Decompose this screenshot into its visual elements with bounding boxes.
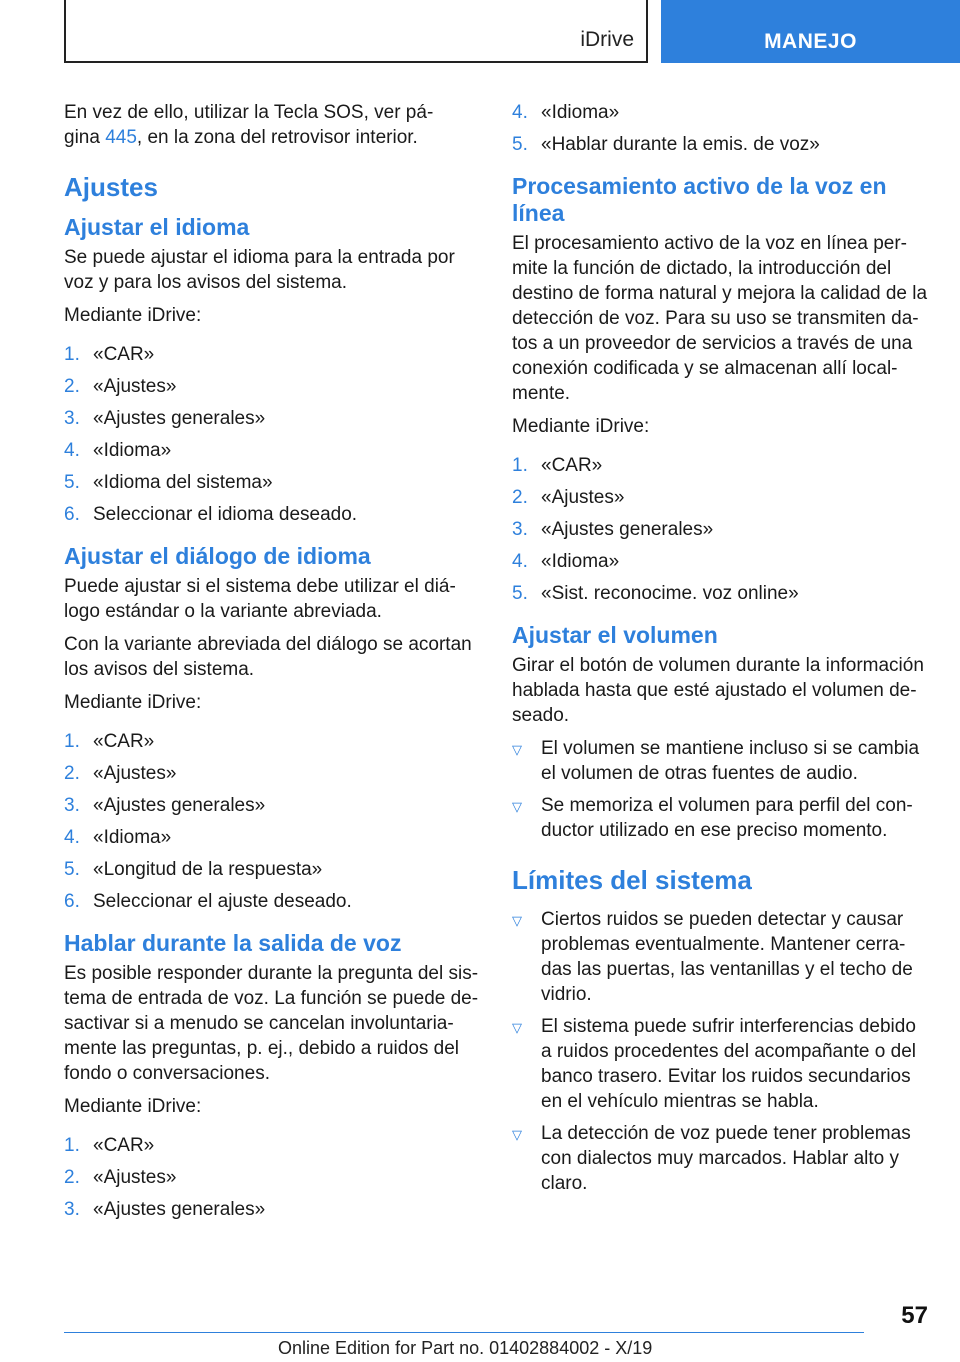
steps-idioma <box>64 342 480 527</box>
steps-hablar-cont <box>512 100 928 157</box>
list-item: 5. «Idioma del sistema» <box>64 472 273 493</box>
list-item: ▽ El sistema puede sufrir interferencias debido a ruidos procedentes del acompañante o del banco trasero. Evitar los ruidos secundarios en el vehículo mientras se habla. <box>512 1016 916 1112</box>
steps-procesamiento <box>512 453 928 606</box>
steps-dialogo <box>64 729 480 914</box>
list-item: ▽ La detección de voz puede tener problemas con dialectos muy marcados. Hablar alto y claro. <box>512 1123 911 1194</box>
list-item: 5. «Longitud de la respuesta» <box>64 859 323 880</box>
intro-paragraph: En vez de ello, utilizar la Tecla SOS, ver pá- gina 445, en la zona del retrovisor interior. <box>64 102 434 148</box>
header-frame <box>64 0 648 63</box>
list-item: 5. «Hablar durante la emis. de voz» <box>512 134 820 155</box>
heading-hablar: Hablar durante la salida de voz <box>64 930 402 956</box>
page-link[interactable]: 445 <box>105 127 137 148</box>
list-item: 3. «Ajustes generales» <box>64 408 266 429</box>
list-item: 4. «Idioma» <box>512 551 620 572</box>
triangle-bullet-icon: ▽ <box>512 1020 522 1035</box>
list-item: 3. «Ajustes generales» <box>64 1199 266 1220</box>
triangle-bullet-icon: ▽ <box>512 799 522 814</box>
list-item: 1. «CAR» <box>512 455 603 476</box>
list-item: 2. «Ajustes» <box>64 1167 177 1188</box>
list-item: 3. «Ajustes generales» <box>512 519 714 540</box>
list-item: 1. «CAR» <box>64 731 155 752</box>
heading-ajustar-idioma: Ajustar el idioma <box>64 214 250 240</box>
steps-hablar <box>64 1133 480 1222</box>
header-title: iDrive <box>580 28 634 51</box>
list-item: 6. Seleccionar el ajuste deseado. <box>64 891 352 912</box>
list-item: 1. «CAR» <box>64 344 155 365</box>
left-column: En vez de ello, utilizar la Tecla SOS, ver pá- gina 445, en la zona del retrovisor interior. Ajustes Ajustar el idioma Se puede ajustar el idioma para la entrada por voz y para los avisos del sistema. Mediante iDrive: 1. «CAR» 2. «Ajustes» 3. «Ajustes generales» 4. «Idioma» 5. «Idioma del sistema» 6. Seleccionar el idioma deseado. Ajustar el diálogo de idioma Puede ajustar si el sistema debe utilizar el diá-logo estándar o la variante abreviada. Con la variante abreviada del diálogo se acortan los avisos del sistema. Mediante iDrive: 1. «CAR» 2. «Ajustes» 3. «Ajustes generales» 4. «Idioma» 5. «Longitud de la respuesta» 6. Seleccionar el ajuste deseado. Hablar durante la salida de voz Es posible responder durante la pregunta del sis-tema de entrada de voz. La función se puede de-sactivar si a menudo se cancelan involuntaria-mente las preguntas, p. ej., debido a ruidos del fondo o conversaciones. Mediante iDrive: 1. «CAR» 2. «Ajustes» 3. «Ajustes generales» <box>64 102 479 1220</box>
section-tab[interactable]: MANEJO <box>661 0 960 63</box>
list-item: ▽ El volumen se mantiene incluso si se cambia el volumen de otras fuentes de audio. <box>512 738 920 784</box>
list-item: 2. «Ajustes» <box>512 487 625 508</box>
footer-divider <box>64 1332 864 1333</box>
heading-ajustes: Ajustes <box>64 172 158 202</box>
bullets-limites <box>512 907 928 1196</box>
footer-edition: Online Edition for Part no. 01402884002 - X/19 <box>278 1338 653 1358</box>
list-item: 4. «Idioma» <box>512 102 620 123</box>
triangle-bullet-icon: ▽ <box>512 1127 522 1142</box>
list-item: 6. Seleccionar el idioma deseado. <box>64 504 358 525</box>
heading-procesamiento: Procesamiento activo de la voz en línea <box>512 173 887 226</box>
triangle-bullet-icon: ▽ <box>512 913 522 928</box>
list-item: 1. «CAR» <box>64 1135 155 1156</box>
list-item: 2. «Ajustes» <box>64 376 177 397</box>
list-item: 4. «Idioma» <box>64 440 172 461</box>
heading-dialogo: Ajustar el diálogo de idioma <box>64 543 371 569</box>
bullets-volumen <box>512 736 928 843</box>
heading-volumen: Ajustar el volumen <box>512 622 718 648</box>
list-item: ▽ Se memoriza el volumen para perfil del con-ductor utilizado en ese preciso momento. <box>512 795 913 841</box>
list-item: 4. «Idioma» <box>64 827 172 848</box>
right-column: 4. «Idioma» 5. «Hablar durante la emis. de voz» Procesamiento activo de la voz en línea El procesamiento activo de la voz en línea per-mite la función de dictado, la introducción del destino de forma natural y mejora la calidad de la detección de voz. Para su uso se transmiten da-tos a un proveedor de servicios a través de una conexión codificada y se almacenan allí local-mente. Mediante iDrive: 1. «CAR» 2. «Ajustes» 3. «Ajustes generales» 4. «Idioma» 5. «Sist. reconocime. voz online» Ajustar el volumen Girar el botón de volumen durante la información hablada hasta que esté ajustado el volumen de-seado. ▽ El volumen se mantiene incluso si se cambia el volumen de otras fuentes de audio. ▽ Se memoriza el volumen para perfil del con-ductor utilizado en ese preciso momento. Límites del sistema ▽ Ciertos ruidos se pueden detectar y causar problemas eventualmente. Mantener cerra-das las puertas, las ventanillas y el techo de vidrio. ▽ El sistema puede sufrir interferencias debido a ruidos procedentes del acompañante o del banco trasero. Evitar los ruidos secundarios en el vehículo mientras se habla. ▽ La detección de voz puede tener problemas con dialectos muy marcados. Hablar alto y claro. <box>512 102 928 1194</box>
triangle-bullet-icon: ▽ <box>512 742 522 757</box>
list-item: 5. «Sist. reconocime. voz online» <box>512 583 799 604</box>
list-item: 2. «Ajustes» <box>64 763 177 784</box>
list-item: ▽ Ciertos ruidos se pueden detectar y causar problemas eventualmente. Mantener cerra-das las puertas, las ventanillas y el techo de vidrio. <box>512 909 913 1005</box>
page-number: 57 <box>901 1302 928 1329</box>
heading-limites: Límites del sistema <box>512 865 752 895</box>
list-item: 3. «Ajustes generales» <box>64 795 266 816</box>
